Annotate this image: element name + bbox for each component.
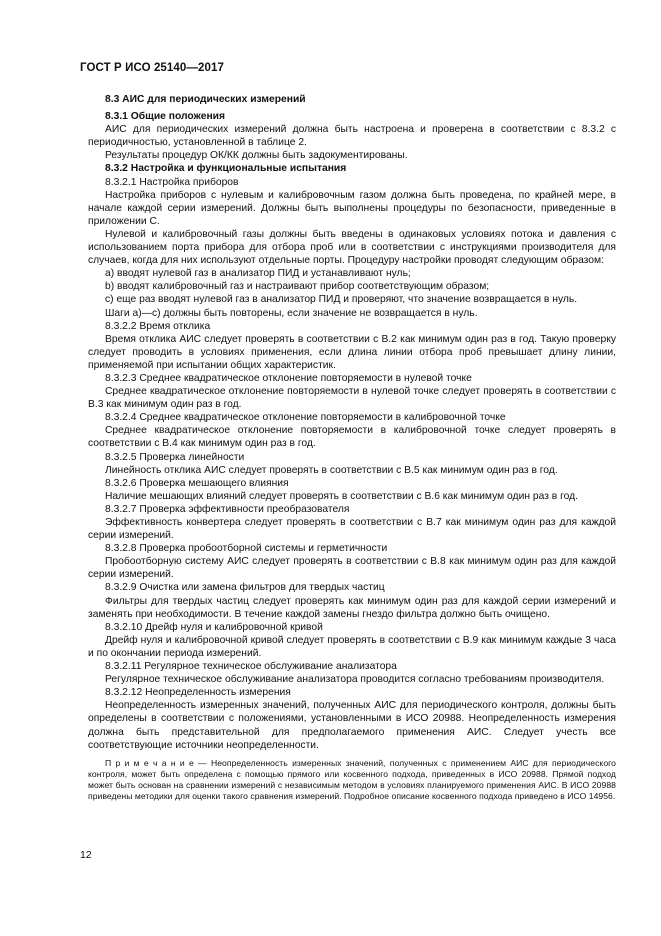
body-paragraph: 8.3.2.6 Проверка мешающего влияния [105,477,289,489]
body-paragraph: Эффективность конвертера следует проверять в соответствии с B.7 как минимум один раз для каждой серии измерений. [88,517,616,542]
body-paragraph: Время отклика АИС следует проверять в соответствии с B.2 как минимум один раз в год. Такую проверку следует проводить в условиях применения, если длина линии отбора проб превышает длину линии, применяемой при испытании общих характеристик. [88,333,616,371]
body-paragraph: Регулярное техническое обслуживание анализатора проводится согласно требованиям производителя. [105,674,605,686]
body-paragraph: Результаты процедур ОК/КК должны быть задокументированы. [105,150,408,162]
body-paragraph: 8.3.2.3 Среднее квадратическое отклонение повторяемости в нулевой точке [105,372,472,384]
body-paragraph: Пробоотборную систему АИС следует проверять в соответствии с B.8 как минимум один раз для каждой серии измерений. [88,556,616,581]
section-heading: 8.3.1 Общие положения [105,111,225,123]
body-paragraph: Среднее квадратическое отклонение повторяемости в калибровочной точке следует проверять в соответствии с B.4 как минимум один раз в год. [88,425,616,450]
body-paragraph: 8.3.2.5 Проверка линейности [105,451,245,463]
body-paragraph: 8.3.2.8 Проверка пробоотборной системы и герметичности [105,543,388,555]
body-paragraph: 8.3.2.9 Очистка или замена фильтров для твердых частиц [105,582,385,594]
body-paragraph: a) вводят нулевой газ в анализатор ПИД и устанавливают нуль; [105,268,411,280]
body-paragraph: Шаги a)—c) должны быть повторены, если значение не возвращается в нуль. [105,307,478,319]
body-paragraph: 8.3.2.11 Регулярное техническое обслуживание анализатора [105,661,397,673]
body-paragraph: Нулевой и калибровочный газы должны быть введены в одинаковых условиях потока и давления с использованием порта прибора для отбора проб или в соответствии с инструкциями производителя для случаев, когда для них используют отдельные порты. Процедуру настройки проводят следующим образом: [88,228,616,267]
section-heading: 8.3 АИС для периодических измерений [105,94,306,105]
section-heading: 8.3.2 Настройка и функциональные испытания [105,163,347,175]
body-paragraph: Неопределенность измеренных значений, полученных АИС для периодического контроля, должны быть определены в соответствии с положениями, установленными в ИСО 20988. Неопределенность измерения должна быть представительной для предполагаемого применения АИС. Следует учесть все соответствующие источники неопределенности. [88,700,616,751]
body-paragraph: Среднее квадратическое отклонение повторяемости в нулевой точке следует проверять в соответствии с B.3 как минимум один раз в год. [88,386,616,411]
body-paragraph: c) еще раз вводят нулевой газ в анализатор ПИД и проверяют, что значение возвращается в нуль. [105,294,578,306]
body-paragraph: b) вводят калибровочный газ и настраивают прибор соответствующим образом; [105,281,490,293]
body-paragraph: 8.3.2.4 Среднее квадратическое отклонение повторяемости в калибровочной точке [105,412,506,424]
page-number: 12 [80,849,92,861]
document-body [88,92,616,803]
body-paragraph: Дрейф нуля и калибровочной кривой следует проверять в соответствии с B.9 как минимум каждые 3 часа и по окончании периода измерений. [88,634,616,659]
note-paragraph: П р и м е ч а н и е — Неопределенность измеренных значений, полученных с применением АИС для периодического контроля, может быть определена с помощью прямого или косвенного подхода, приведенных в ИСО 20988. Прямой подход может быть основан на сравнении измерений с независимым методом в условиях планируемого применения АИС. В ИСО 20988 приведены методики для оценки такого сравнения измерений. Подробное описание косвенного подхода приведено в ИСО 14956. [88,757,616,802]
body-paragraph: Настройка приборов с нулевым и калибровочным газом должна быть проведена, по крайней мере, в начале каждой серии измерений. Должны быть выполнены процедуры по безопасности, приведенные в приложении С. [88,189,616,227]
body-paragraph: 8.3.2.1 Настройка приборов [105,176,239,188]
body-paragraph: Линейность отклика АИС следует проверять в соответствии с B.5 как минимум один раз в год. [105,464,558,476]
body-paragraph: 8.3.2.7 Проверка эффективности преобразователя [105,503,350,515]
body-paragraph: АИС для периодических измерений должна быть настроена и проверена в соответствии с 8.3.2 с периодичностью, установленной в таблице 2. [88,124,616,149]
body-paragraph: 8.3.2.12 Неопределенность измерения [105,687,291,699]
document-header: ГОСТ Р ИСО 25140—2017 [80,62,225,74]
body-paragraph: 8.3.2.2 Время отклика [105,320,211,332]
body-paragraph: Фильтры для твердых частиц следует проверять как минимум один раз для каждой серии измерений и заменять при необходимости. В течение каждой замены гнездо фильтра должно быть очищено. [88,595,616,620]
body-paragraph: Наличие мешающих влияний следует проверять в соответствии с B.6 как минимум один раз в год. [105,490,579,502]
body-paragraph: 8.3.2.10 Дрейф нуля и калибровочной кривой [105,621,323,633]
